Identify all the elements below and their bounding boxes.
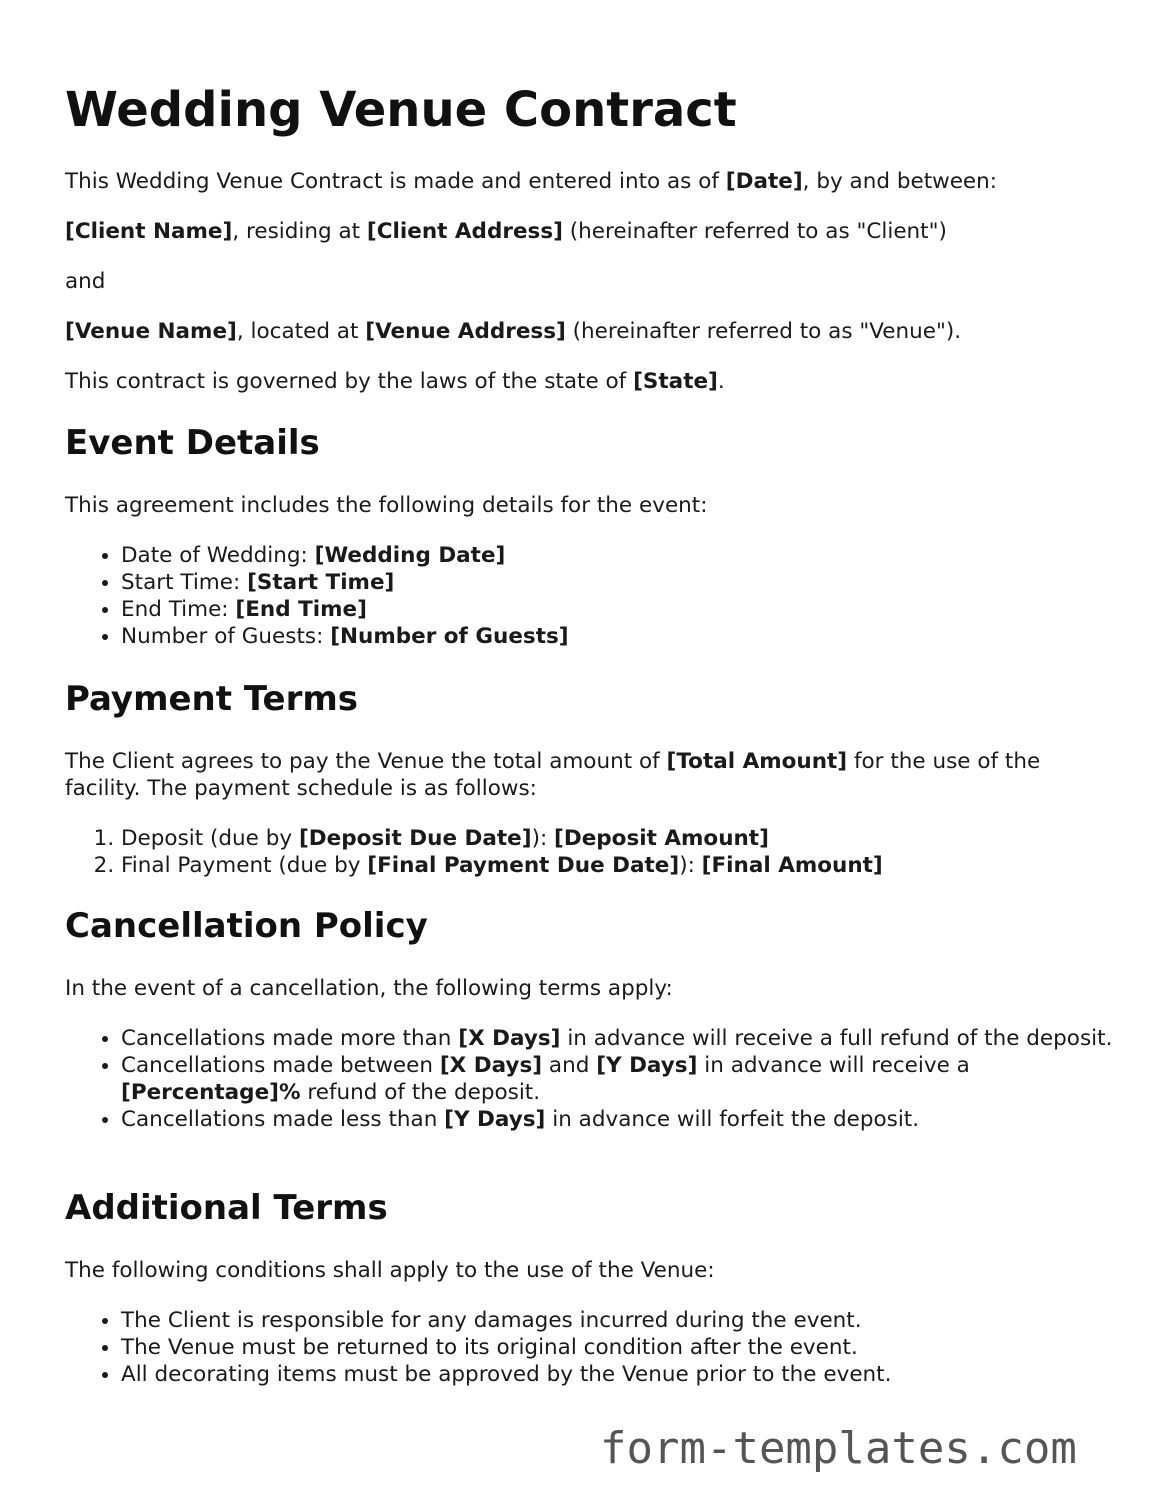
cancellation-policy-lead: In the event of a cancellation, the following terms apply: — [65, 976, 673, 1001]
intro-paragraph: This Wedding Venue Contract is made and entered into as of [Date], by and between: — [65, 169, 998, 194]
cancellation-terms-list — [65, 1025, 1121, 1133]
client-paragraph: [Client Name], residing at [Client Address] (hereinafter referred to as "Client") — [65, 219, 947, 244]
list-item: • Cancellations made more than [X Days] in advance will receive a full refund of the deposit. — [121, 1025, 1121, 1052]
additional-terms-heading: Additional Terms — [65, 1188, 388, 1228]
list-item: 2. Final Payment (due by [Final Payment Due Date]): [Final Amount] — [121, 852, 1121, 879]
payment-terms-lead: The Client agrees to pay the Venue the total amount of [Total Amount] for the use of the facility. The payment schedule is as follows: — [65, 749, 1041, 801]
watermark-logo: form-templates.com — [600, 1423, 1077, 1474]
list-item: • Number of Guests: [Number of Guests] — [121, 623, 1121, 650]
list-item: • The Client is responsible for any damages incurred during the event. — [121, 1307, 1121, 1334]
list-item: • Date of Wedding: [Wedding Date] — [121, 542, 1121, 569]
event-details-lead: This agreement includes the following details for the event: — [65, 493, 708, 518]
event-details-heading: Event Details — [65, 423, 320, 463]
payment-schedule-list — [65, 825, 1121, 879]
governing-law-paragraph: This contract is governed by the laws of the state of [State]. — [65, 369, 725, 394]
payment-terms-heading: Payment Terms — [65, 679, 359, 719]
list-item: • Cancellations made less than [Y Days] in advance will forfeit the deposit. — [121, 1106, 1121, 1133]
list-item: • Start Time: [Start Time] — [121, 569, 1121, 596]
event-details-list — [65, 542, 1121, 650]
list-item: 1. Deposit (due by [Deposit Due Date]): [Deposit Amount] — [121, 825, 1121, 852]
additional-terms-list — [65, 1307, 1121, 1388]
cancellation-policy-heading: Cancellation Policy — [65, 906, 428, 946]
list-item: • End Time: [End Time] — [121, 596, 1121, 623]
and-paragraph: and — [65, 269, 106, 294]
list-item: • Cancellations made between [X Days] and [Y Days] in advance will receive a [Percentage]% refund of the deposit. — [121, 1052, 1121, 1106]
additional-terms-lead: The following conditions shall apply to the use of the Venue: — [65, 1258, 715, 1283]
list-item: • The Venue must be returned to its original condition after the event. — [121, 1334, 1121, 1361]
list-item: • All decorating items must be approved by the Venue prior to the event. — [121, 1361, 1121, 1388]
page-title: Wedding Venue Contract — [65, 82, 737, 138]
venue-paragraph: [Venue Name], located at [Venue Address] (hereinafter referred to as "Venue"). — [65, 319, 962, 344]
